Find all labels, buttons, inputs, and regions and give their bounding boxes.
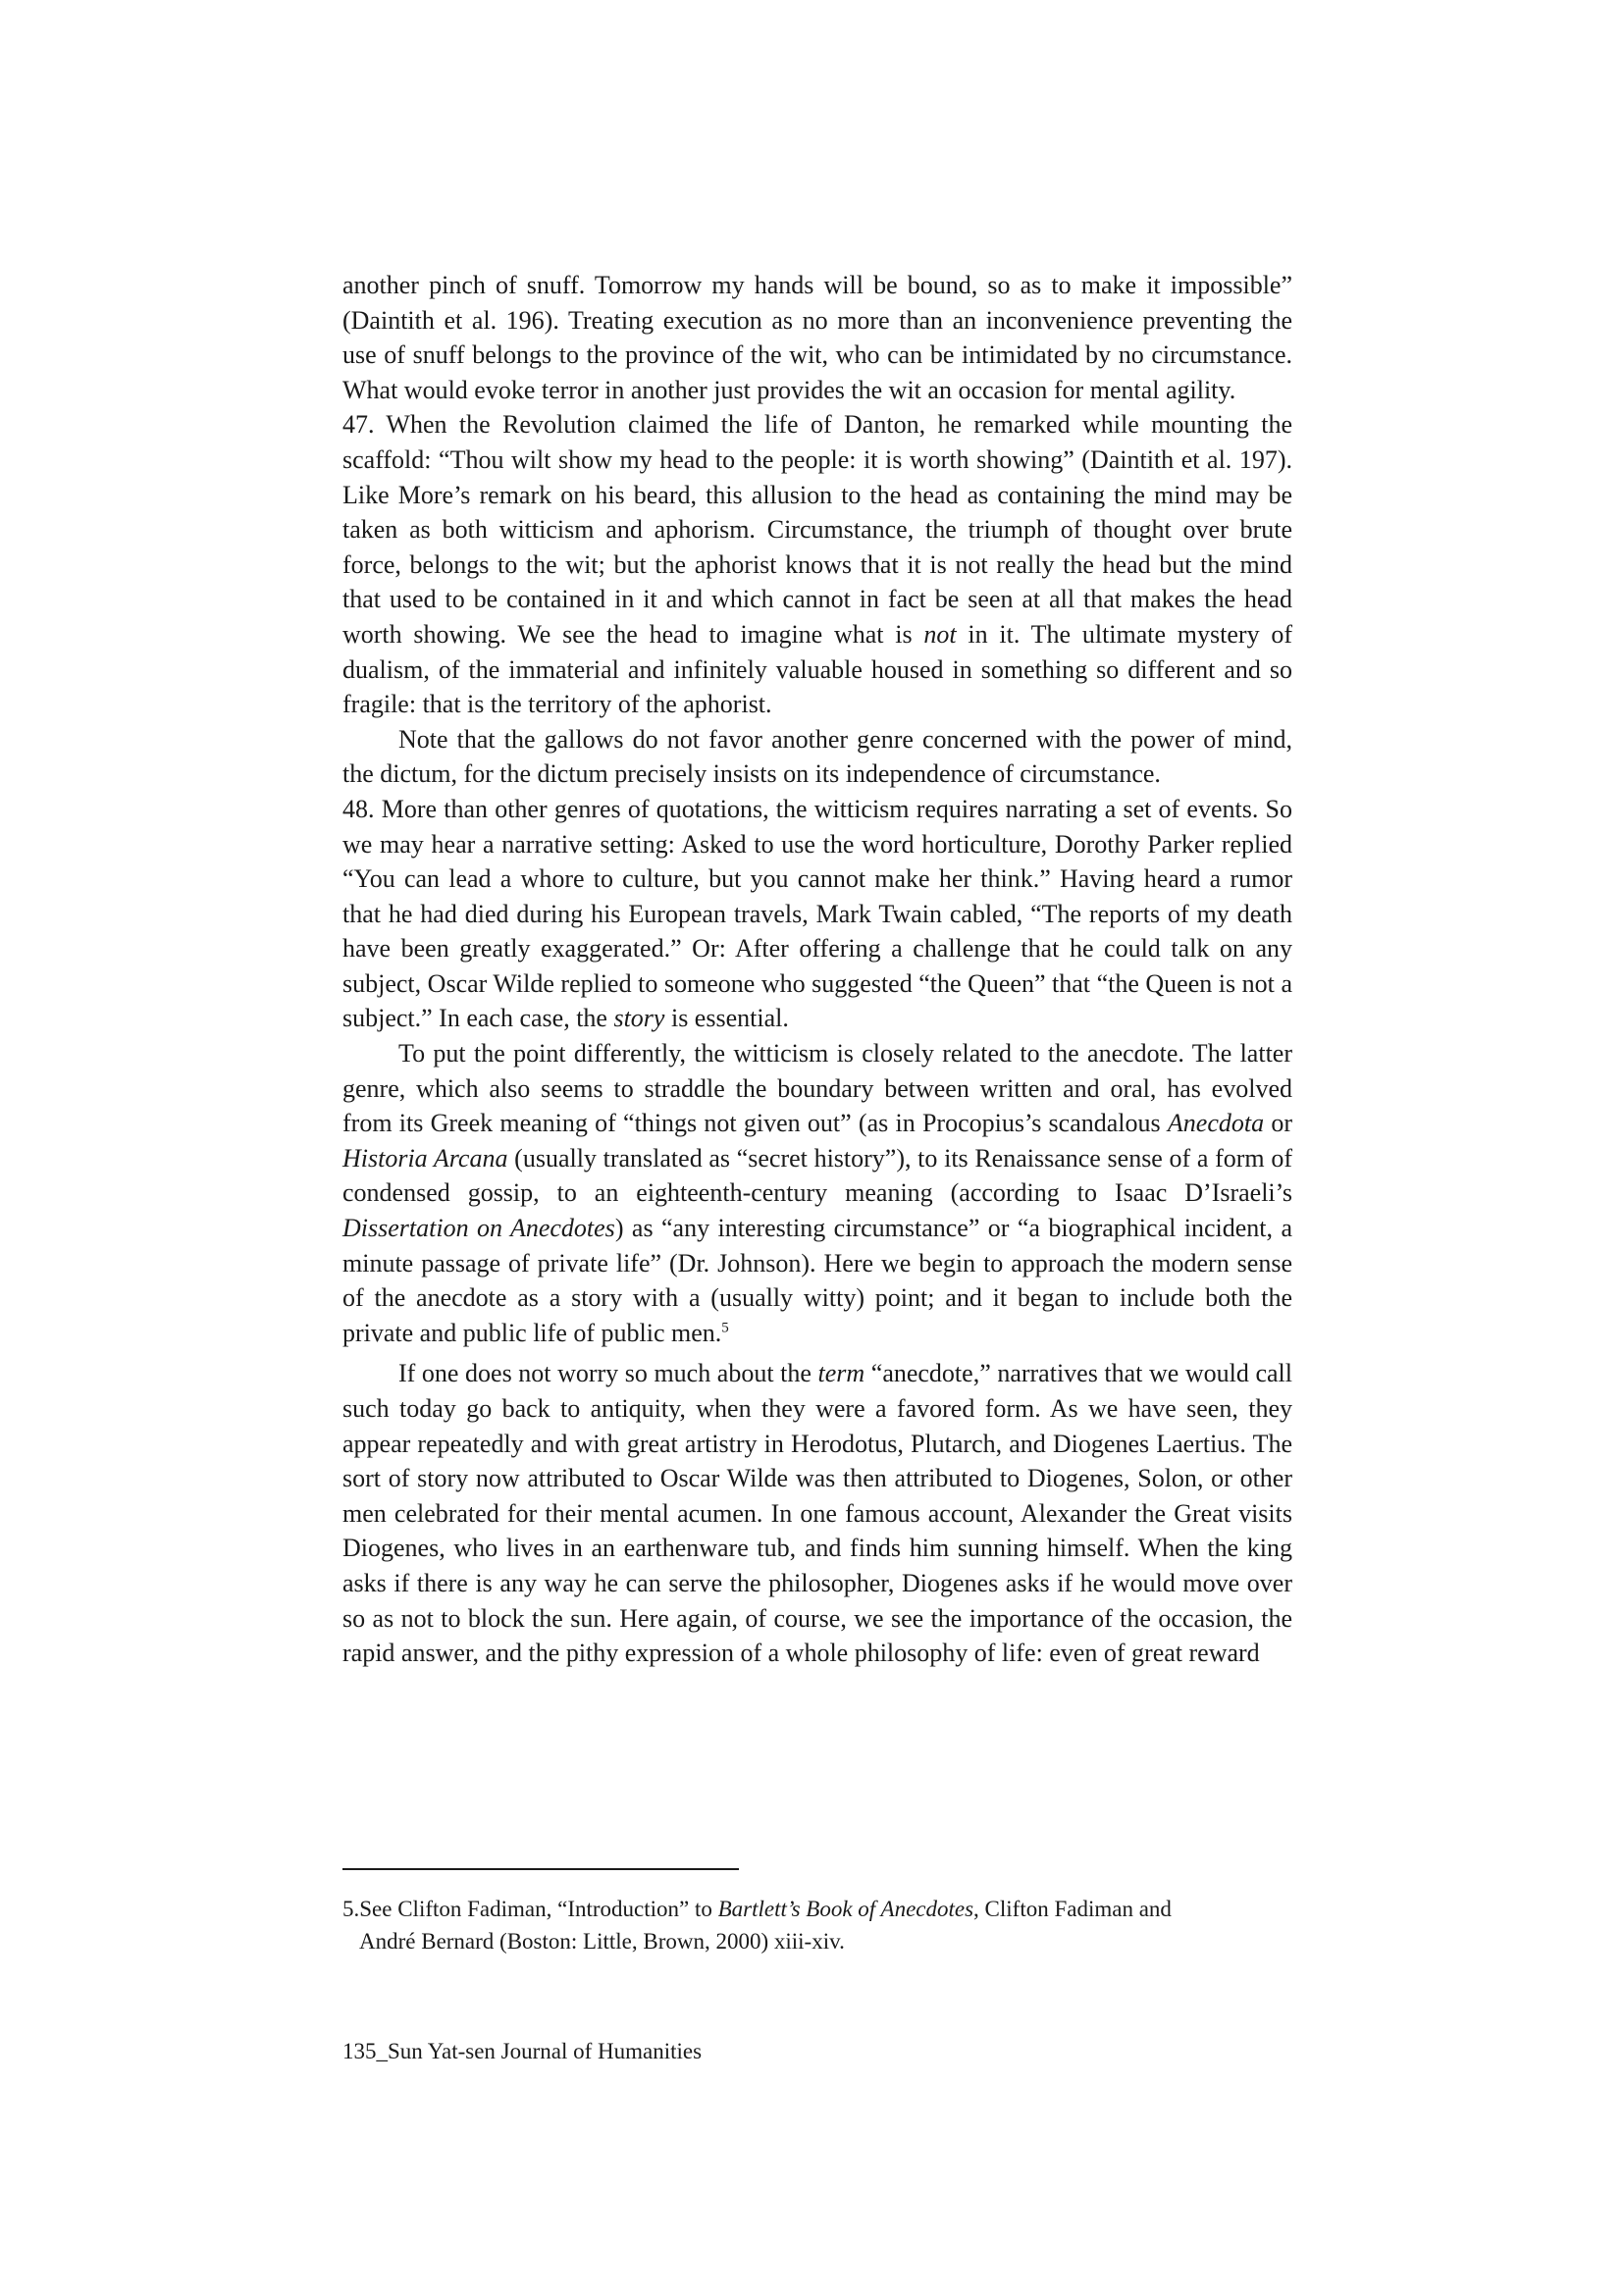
title-dissertation-on-anecdotes: Dissertation on Anecdotes — [342, 1214, 615, 1243]
emphasis-term: term — [817, 1359, 865, 1388]
body-text — [342, 268, 1292, 1671]
anecdote-text-3: (usually translated as “secret history”), to its Renaissance sense of a form of condensed gossip, to an eighteenth-century meaning (according to Isaac D’Israeli’s — [342, 1143, 1292, 1208]
antiquity-text-end: “anecdote,” narratives that we would call such today go back to antiquity, when they were a favored form. As we have seen, they appear repeatedly and with great artistry in Herodotus, Plutarch, and Diogenes Laertius. The sort of story now attributed to Oscar Wilde was then attributed to Diogenes, Solon, or other men celebrated for their mental acumen. In one famous account, Alexander the Great visits Diogenes, who lives in an earthenware tub, and finds him sunning himself. When the king asks if there is any way he can serve the philosopher, Diogenes asks if he would move over so as not to block the sun. Here again, of course, we see the importance of the occasion, the rapid answer, and the pithy expression of a whole philosophy of life: even of great reward — [342, 1359, 1292, 1668]
footnote-line — [342, 1893, 1292, 1925]
paragraph-48-text: 48. More than other genres of quotations, the witticism requires narrating a set of events. So we may hear a narrative setting: Asked to use the word horticulture, Dorothy Parker replied “You can lead a whore to culture, but you cannot make her think.” Having heard a rumor that he had died during his European travels, Mark Twain cabled, “The reports of my death have been greatly exaggerated.” Or: After offering a challenge that he could talk on any subject, Oscar Wilde replied to someone who suggested “the Queen” that “the Queen is not a subject.” In each case, the — [342, 794, 1292, 1033]
anecdote-text-1: To put the point differently, the witticism is closely related to the anecdote. The latter genre, which also seems to straddle the boundary between written and oral, has evolved from its Greek meaning of “things not given out” (as in Procopius’s scandalous — [342, 1039, 1292, 1138]
footnote-text-end: , Clifton Fadiman and — [973, 1897, 1172, 1921]
footnote-reference[interactable]: 5 — [721, 1320, 729, 1336]
footnote-book-title: Bartlett’s Book of Anecdotes — [717, 1897, 974, 1921]
paragraph-antiquity — [342, 1356, 1292, 1670]
title-historia-arcana: Historia Arcana — [342, 1143, 508, 1173]
paragraph-47-text: 47. When the Revolution claimed the life of Danton, he remarked while mounting the scaffold: “Thou wilt show my head to the people: it is worth showing” (Daintith et al. 197). Like More’s remark on his beard, this allusion to the head as containing the mind may be taken as both witticism and aphorism. Circumstance, the triumph of thought over brute force, belongs to the wit; but the aphorist knows that it is not really the head but the mind that used to be contained in it and which cannot in fact be seen at all that makes the head worth showing. We see the head to imagine what is — [342, 410, 1292, 649]
footnote-number: 5. — [342, 1897, 360, 1921]
paragraph-47-danton — [342, 407, 1292, 721]
page-footer: 135_Sun Yat-sen Journal of Humanities — [342, 2039, 703, 2063]
title-anecdota: Anecdota — [1167, 1109, 1265, 1138]
emphasis-story: story — [613, 1004, 665, 1033]
antiquity-text: If one does not worry so much about the — [398, 1359, 818, 1388]
paragraph-anecdote — [342, 1036, 1292, 1350]
footnote-continuation: André Bernard (Boston: Little, Brown, 2000) xiii-xiv. — [359, 1929, 845, 1954]
paragraph-48-witticism — [342, 792, 1292, 1036]
paragraph-snuff-continuation: another pinch of snuff. Tomorrow my hands will be bound, so as to make it impossible” (Daintith et al. 196). Treating execution as no more than an inconvenience preventing the use of snuff belongs to the province of the wit, who can be intimidated by no circumstance. What would evoke terror in another just provides the wit an occasion for mental agility. — [342, 271, 1292, 404]
footnote-text: See Clifton Fadiman, “Introduction” to — [359, 1897, 718, 1921]
paragraph-48-text-end: is essential. — [664, 1004, 789, 1033]
paragraph-47-text-end: in it. The ultimate mystery of dualism, of the immaterial and infinitely valuable housed in something so different and so fragile: that is the territory of the aphorist. — [342, 619, 1293, 719]
footnote-divider — [342, 1868, 739, 1870]
footnote — [342, 1893, 1292, 1957]
anecdote-text-2: or — [1264, 1109, 1292, 1138]
emphasis-not: not — [923, 619, 957, 649]
anecdote-text-4: ) as “any interesting circumstance” or “a biographical incident, a minute passage of private life” (Dr. Johnson). Here we begin to approach the modern sense of the anecdote as a story with a (usually witty) point; and it began to include both the private and public life of public men. — [342, 1214, 1292, 1347]
paragraph-gallows-dictum: Note that the gallows do not favor another genre concerned with the power of mind, the dictum, for the dictum precisely insists on its independence of circumstance. — [342, 724, 1292, 789]
